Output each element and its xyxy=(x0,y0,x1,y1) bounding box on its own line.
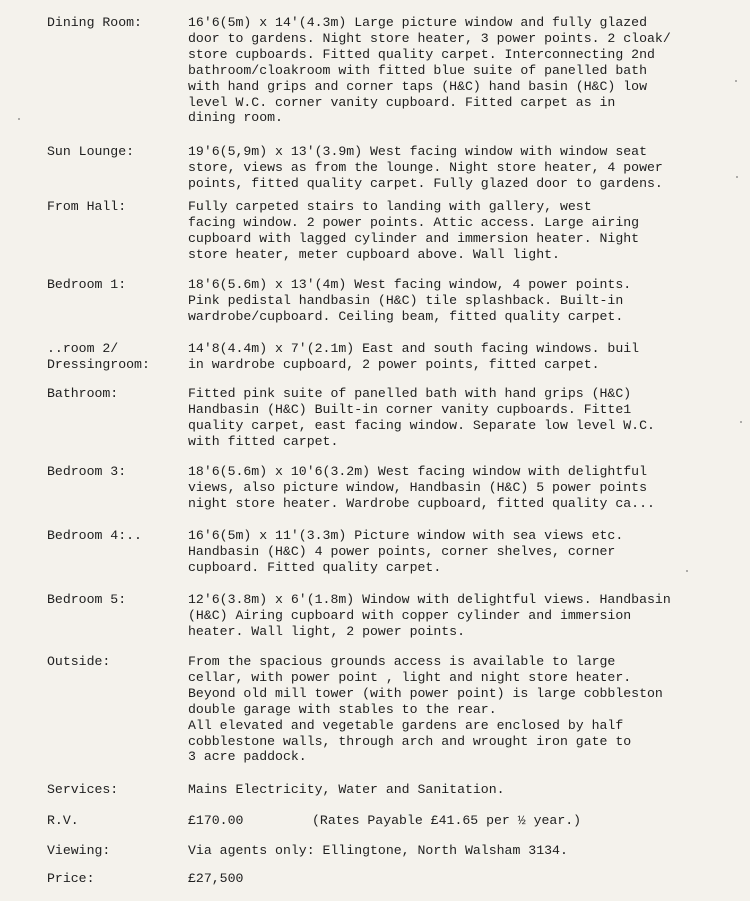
description-line: double garage with stables to the rear. xyxy=(188,701,497,717)
description-line: 16'6(5m) x 11'(3.3m) Picture window with sea views etc. xyxy=(188,528,624,543)
description-line: facing window. 2 power points. Attic access. Large airing xyxy=(188,214,640,230)
entry-description xyxy=(188,464,655,512)
description-line: views, also picture window, Handbasin (H&C) 5 power points xyxy=(188,479,647,495)
entry-label: Viewing: xyxy=(47,843,111,858)
description-line: store cupboards. Fitted quality carpet. Interconnecting 2nd xyxy=(188,46,655,62)
description-line: with hand grips and corner taps (H&C) hand basin (H&C) low xyxy=(188,78,647,94)
paper-speck xyxy=(18,118,20,120)
description-line: (H&C) Airing cupboard with copper cylinder and immersion xyxy=(188,607,632,623)
description-line: 18'6(5.6m) x 10'6(3.2m) West facing window with delightful xyxy=(188,464,647,479)
description-line: wardrobe/cupboard. Ceiling beam, fitted quality carpet. xyxy=(188,308,624,324)
entry-description xyxy=(188,871,243,887)
entry-description xyxy=(188,654,663,765)
entry-description xyxy=(188,15,671,126)
description-line: 14'8(4.4m) x 7'(2.1m) East and south facing windows. buil xyxy=(188,341,640,356)
entry-label: Bathroom: xyxy=(47,386,119,401)
description-line: Handbasin (H&C) 4 power points, corner shelves, corner xyxy=(188,543,616,559)
entry-label-line: ..room 2/ xyxy=(47,341,119,356)
entry-description xyxy=(188,528,623,576)
description-line: Fully carpeted stairs to landing with gallery, west xyxy=(188,199,592,214)
paper-speck xyxy=(735,80,737,82)
description-line: cupboard with lagged cylinder and immersion heater. Night xyxy=(188,230,640,246)
description-line: heater. Wall light, 2 power points. xyxy=(188,623,465,639)
entry-label: R.V. xyxy=(47,813,79,828)
entry-label: Bedroom 1: xyxy=(47,277,127,292)
entry-description xyxy=(188,199,639,263)
description-line: cupboard. Fitted quality carpet. xyxy=(188,559,442,575)
description-line: 16'6(5m) x 14'(4.3m) Large picture window and fully glazed xyxy=(188,15,647,30)
description-line: night store heater. Wardrobe cupboard, fitted quality ca... xyxy=(188,495,655,511)
paper-speck xyxy=(686,570,688,572)
description-line: points, fitted quality carpet. Fully glazed door to gardens. xyxy=(188,175,663,191)
paper-speck xyxy=(736,176,738,178)
entry-label: Bedroom 3: xyxy=(47,464,127,479)
entry-label: Outside: xyxy=(47,654,111,669)
description-line: From the spacious grounds access is available to large xyxy=(188,654,616,669)
description-line: door to gardens. Night store heater, 3 power points. 2 cloak/ xyxy=(188,30,671,46)
entry-description xyxy=(188,144,663,192)
entry-description xyxy=(188,341,639,373)
entry-label: From Hall: xyxy=(47,199,127,214)
description-line: in wardrobe cupboard, 2 power points, fitted carpet. xyxy=(188,356,600,372)
description-line: level W.C. corner vanity cupboard. Fitted carpet as in xyxy=(188,94,616,110)
description-line: Beyond old mill tower (with power point) is large cobbleston xyxy=(188,685,663,701)
entry-description xyxy=(188,782,505,798)
description-line: store, views as from the lounge. Night store heater, 4 power xyxy=(188,159,663,175)
entry-description xyxy=(188,843,568,859)
paper-speck xyxy=(740,421,742,423)
description-line: 12'6(3.8m) x 6'(1.8m) Window with delightful views. Handbasin xyxy=(188,592,671,607)
description-line: All elevated and vegetable gardens are enclosed by half xyxy=(188,717,624,733)
rateable-value: £170.00 xyxy=(188,813,244,828)
description-line: Fitted pink suite of panelled bath with hand grips (H&C) xyxy=(188,386,632,401)
description-line: Handbasin (H&C) Built-in corner vanity cupboards. Fitte1 xyxy=(188,401,632,417)
description-line: store heater, meter cupboard above. Wall light. xyxy=(188,246,560,262)
entry-label: Services: xyxy=(47,782,119,797)
entry-description xyxy=(188,277,631,325)
description-line: 19'6(5,9m) x 13'(3.9m) West facing window with window seat xyxy=(188,144,647,159)
description-line: bathroom/cloakroom with fitted blue suite of panelled bath xyxy=(188,62,647,78)
entry-description xyxy=(188,386,655,450)
description-line: with fitted carpet. xyxy=(188,433,339,449)
entry-label: Bedroom 4:.. xyxy=(47,528,142,543)
description-line: £27,500 xyxy=(188,871,244,886)
entry-description xyxy=(188,592,671,640)
description-line: dining room. xyxy=(188,110,283,126)
entry-label: Bedroom 5: xyxy=(47,592,127,607)
description-line: Via agents only: Ellingtone, North Walsham 3134. xyxy=(188,843,568,858)
entry-label xyxy=(47,341,187,373)
description-line: cobblestone walls, through arch and wrought iron gate to xyxy=(188,733,632,749)
entry-label-line: Dressingroom: xyxy=(47,356,150,372)
description-line: 18'6(5.6m) x 13'(4m) West facing window, 4 power points. xyxy=(188,277,632,292)
description-line: quality carpet, east facing window. Separate low level W.C. xyxy=(188,417,655,433)
description-line: cellar, with power point , light and night store heater. xyxy=(188,669,632,685)
entry-label: Dining Room: xyxy=(47,15,142,30)
description-line: Pink pedistal handbasin (H&C) tile splashback. Built-in xyxy=(188,292,624,308)
entry-label: Price: xyxy=(47,871,95,886)
description-line: 3 acre paddock. xyxy=(188,749,307,765)
entry-label: Sun Lounge: xyxy=(47,144,135,159)
rates-payable-note: (Rates Payable £41.65 per ½ year.) xyxy=(312,813,582,828)
description-line: Mains Electricity, Water and Sanitation. xyxy=(188,782,505,797)
